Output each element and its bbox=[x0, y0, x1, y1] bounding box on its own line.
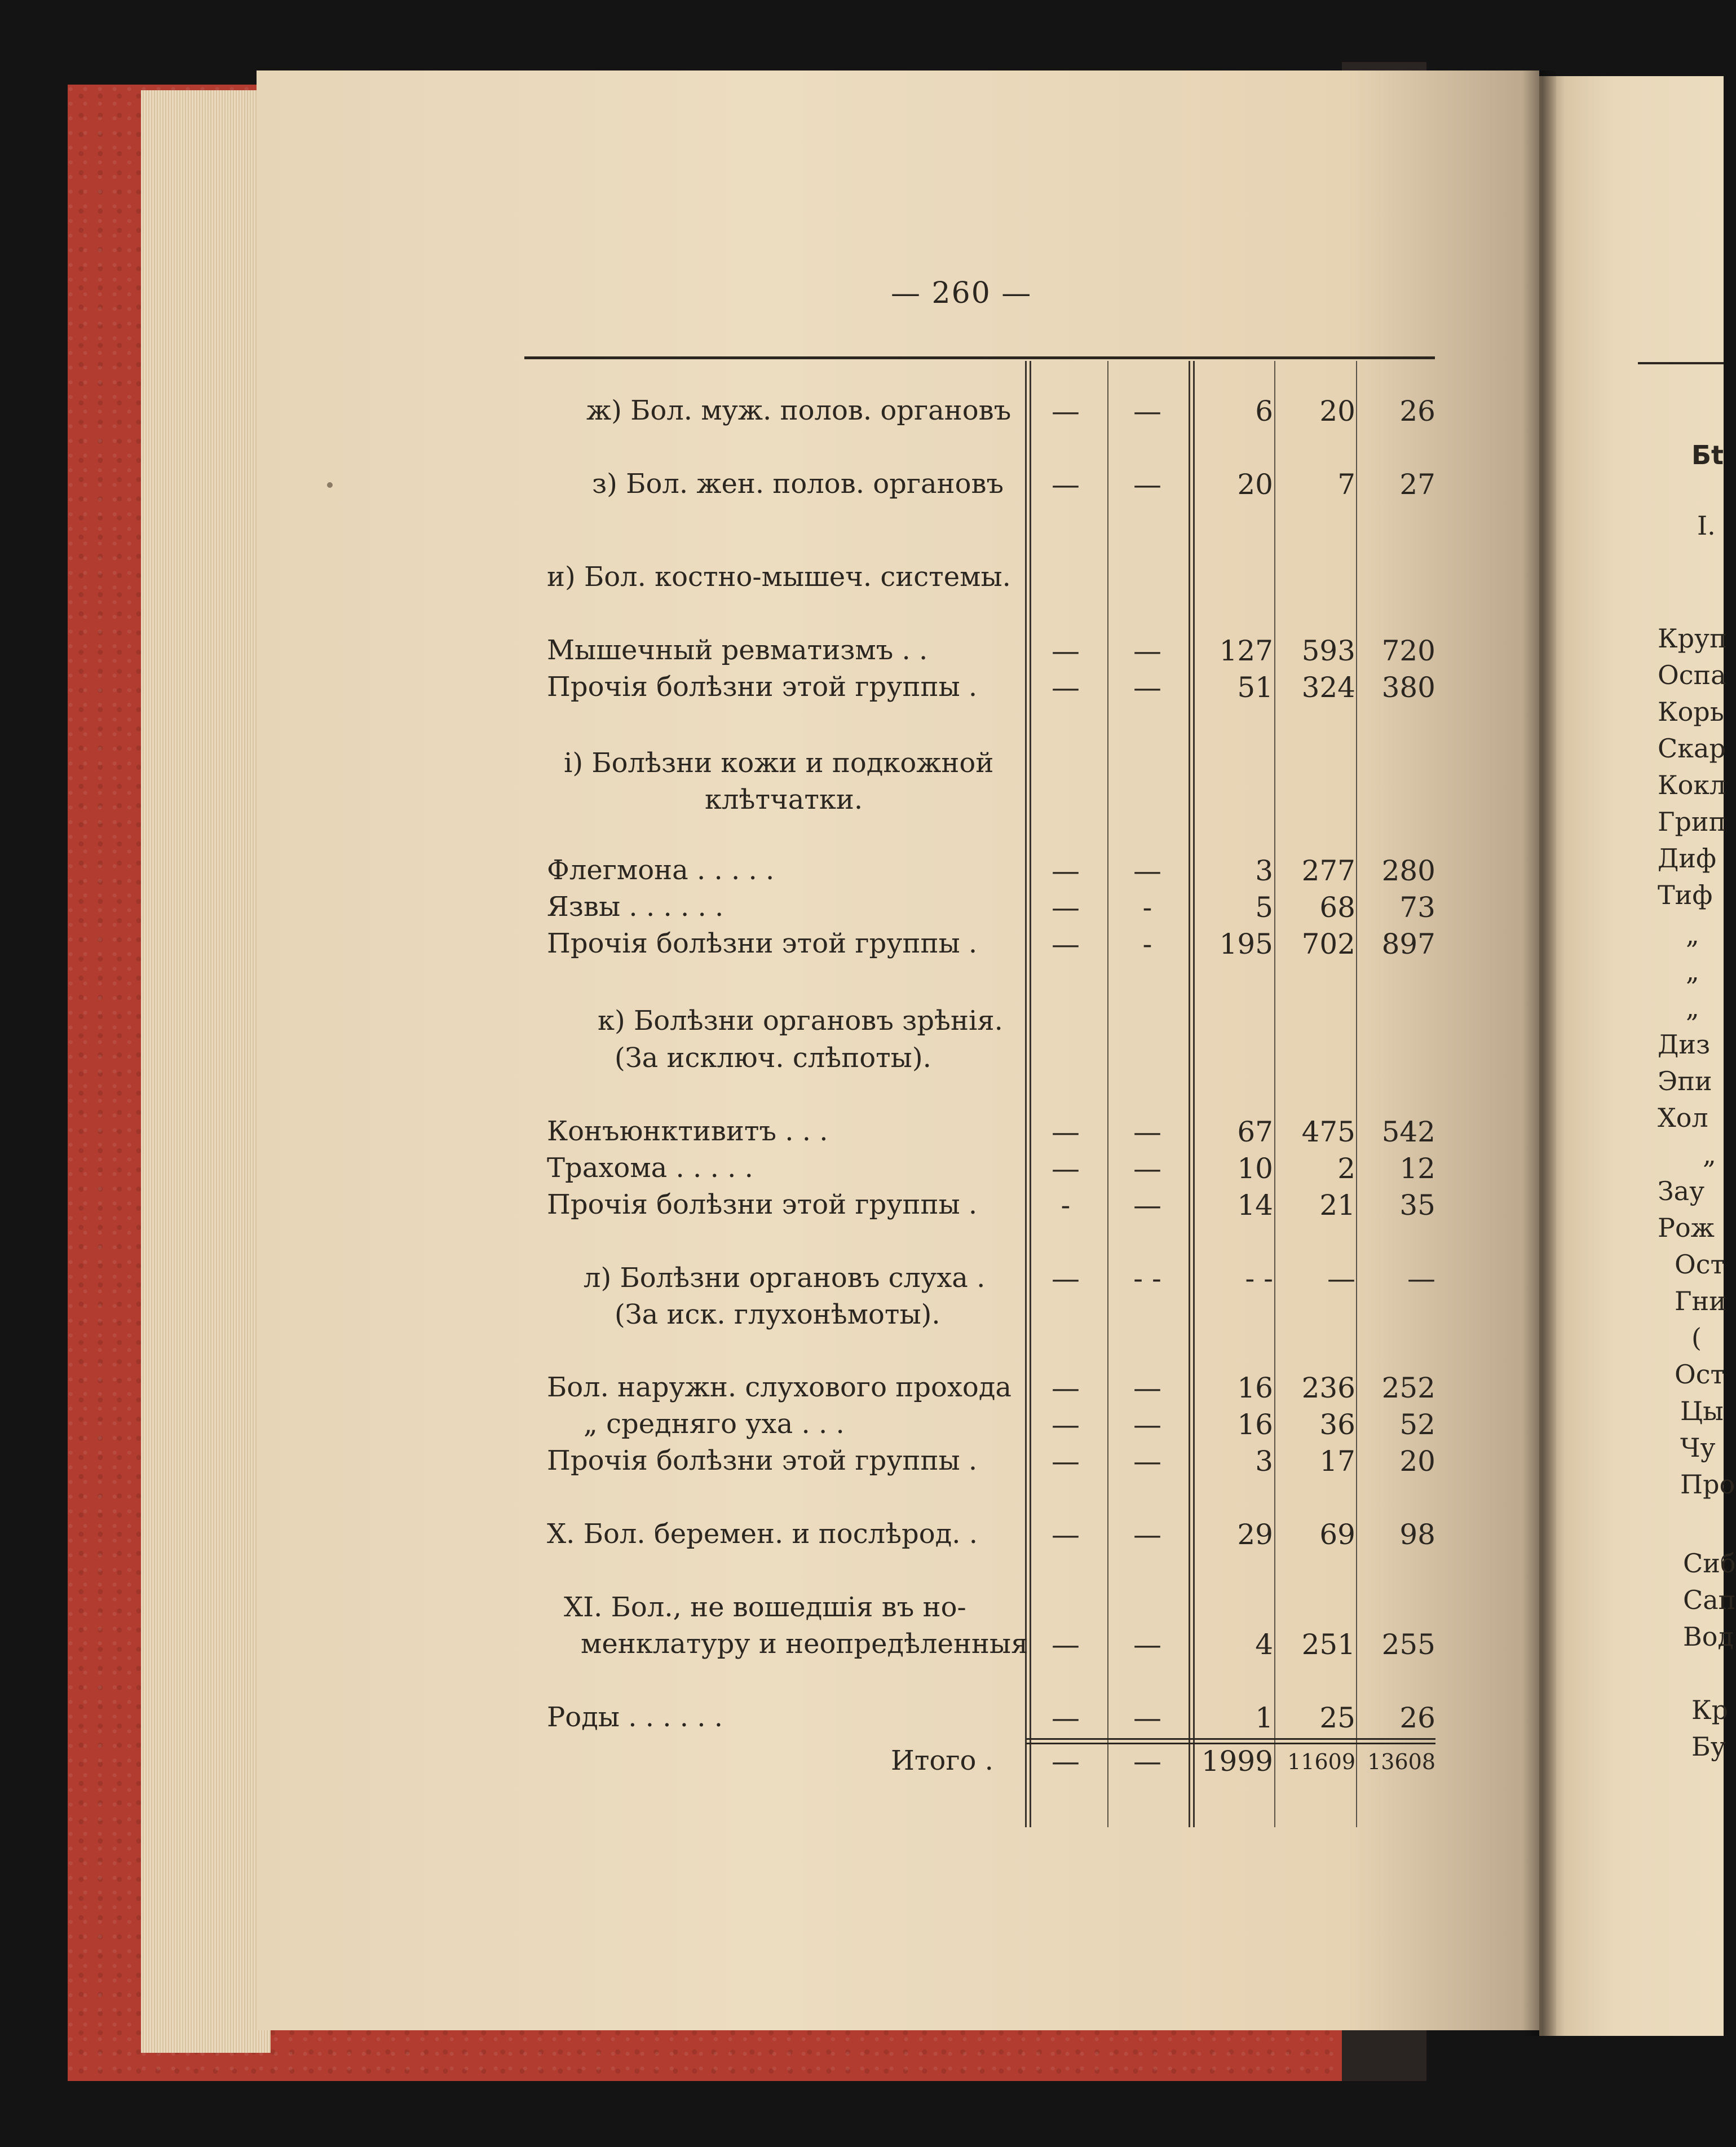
row-label: Прочія болѣзни этой группы . bbox=[547, 671, 978, 703]
cell: 16 bbox=[1237, 1372, 1273, 1404]
row-label: Конъюнктивитъ . . . bbox=[547, 1116, 828, 1147]
cell: 73 bbox=[1399, 891, 1435, 924]
cell: 324 bbox=[1301, 671, 1355, 704]
next-page-line: Грип bbox=[1658, 806, 1726, 837]
row-label: Трахома . . . . . bbox=[547, 1152, 753, 1184]
next-page-line: Оспа bbox=[1658, 660, 1726, 690]
cell: 702 bbox=[1301, 928, 1355, 960]
next-page-line: Сап bbox=[1683, 1585, 1736, 1615]
section-heading: XI. Бол., не вошедшія въ но- bbox=[564, 1591, 966, 1623]
cell: 13608 bbox=[1367, 1749, 1435, 1774]
cell: — bbox=[1407, 1262, 1435, 1295]
cell: - bbox=[1061, 1189, 1071, 1222]
cell: 69 bbox=[1319, 1518, 1355, 1551]
cell: 51 bbox=[1237, 671, 1273, 704]
section-heading: к) Болѣзни органовъ зрѣнія. bbox=[598, 1005, 1003, 1037]
cell: 14 bbox=[1237, 1189, 1273, 1222]
column-divider bbox=[1107, 361, 1108, 1827]
cell: — bbox=[1052, 1628, 1080, 1661]
next-page-line: Диз bbox=[1658, 1029, 1711, 1060]
cell: — bbox=[1052, 1372, 1080, 1404]
next-page-line: Хол bbox=[1658, 1103, 1708, 1133]
cell: — bbox=[1052, 1152, 1080, 1185]
cell: 542 bbox=[1381, 1116, 1435, 1148]
next-page-line: Бу bbox=[1691, 1731, 1726, 1762]
cell: — bbox=[1052, 1116, 1080, 1148]
next-page-line: ( bbox=[1691, 1322, 1702, 1353]
next-page-line: „ bbox=[1686, 993, 1699, 1023]
next-page-heading: Бt bbox=[1691, 440, 1724, 470]
row-label: Бол. наружн. слуховогo прохода bbox=[547, 1372, 1011, 1403]
cell: — bbox=[1052, 1262, 1080, 1295]
column-divider bbox=[1356, 361, 1357, 1827]
cell: 29 bbox=[1237, 1518, 1273, 1551]
page-edges bbox=[141, 90, 271, 2053]
cell: 67 bbox=[1237, 1116, 1273, 1148]
cell: 68 bbox=[1319, 891, 1355, 924]
section-heading: клѣтчатки. bbox=[705, 784, 863, 815]
cell: 3 bbox=[1255, 854, 1273, 887]
cell: — bbox=[1327, 1262, 1355, 1295]
next-page-line: Круп bbox=[1658, 623, 1727, 654]
row-label: менклатуру и неопредѣленныя bbox=[581, 1628, 1028, 1660]
cell: - bbox=[1142, 928, 1152, 960]
cell: — bbox=[1052, 1518, 1080, 1551]
cell: — bbox=[1052, 468, 1080, 501]
cell: 26 bbox=[1399, 395, 1435, 427]
next-page-line: Диф bbox=[1658, 843, 1717, 874]
cell: 12 bbox=[1399, 1152, 1435, 1185]
gutter-shadow bbox=[1522, 70, 1556, 2036]
row-label: Прочія болѣзни этой группы . bbox=[547, 1445, 978, 1476]
section-heading: и) Бол. костно-мышеч. системы. bbox=[547, 561, 1011, 593]
next-page-line: Корь bbox=[1658, 696, 1724, 727]
cell: — bbox=[1052, 1745, 1080, 1778]
cell: 20 bbox=[1399, 1445, 1435, 1478]
row-label: Прочія болѣзни этой группы . bbox=[547, 1189, 978, 1220]
cell: 252 bbox=[1381, 1372, 1435, 1404]
section-heading: і) Болѣзни кожи и подкожной bbox=[564, 747, 994, 779]
cell: 897 bbox=[1381, 928, 1435, 960]
cell: 5 bbox=[1255, 891, 1273, 924]
total-label: Итого . bbox=[891, 1745, 993, 1776]
next-page-line: Скар bbox=[1658, 733, 1726, 764]
next-page-line: „ bbox=[1703, 1139, 1716, 1170]
row-label: Прочія болѣзни этой группы . bbox=[547, 928, 978, 959]
paper-spot bbox=[327, 482, 333, 488]
cell: 36 bbox=[1319, 1408, 1355, 1441]
next-page-line: Ост bbox=[1675, 1359, 1725, 1390]
row-label: Флегмона . . . . . bbox=[547, 854, 775, 886]
cell: 195 bbox=[1219, 928, 1273, 960]
cell: 27 bbox=[1399, 468, 1435, 501]
cell: 98 bbox=[1399, 1518, 1435, 1551]
next-page-line: „ bbox=[1686, 919, 1699, 950]
cell: — bbox=[1133, 1189, 1161, 1222]
cell: — bbox=[1052, 1408, 1080, 1441]
cell: 593 bbox=[1301, 634, 1355, 667]
cell: 2 bbox=[1337, 1152, 1355, 1185]
next-page-line: Ост bbox=[1675, 1249, 1725, 1280]
next-page-roman: I. bbox=[1697, 510, 1716, 541]
cell: 3 bbox=[1255, 1445, 1273, 1478]
section-heading: (За иск. глухонѣмоты). bbox=[615, 1299, 940, 1330]
cell: 17 bbox=[1319, 1445, 1355, 1478]
cell: 280 bbox=[1381, 854, 1435, 887]
next-page-line: Кр bbox=[1691, 1695, 1729, 1725]
cell: 26 bbox=[1399, 1701, 1435, 1734]
cell: 10 bbox=[1237, 1152, 1273, 1185]
cell: - - bbox=[1133, 1262, 1161, 1295]
next-page-line: Рож bbox=[1658, 1213, 1715, 1243]
cell: — bbox=[1133, 1701, 1161, 1734]
cell: - bbox=[1142, 891, 1152, 924]
section-heading: л) Болѣзни органовъ слуха . bbox=[584, 1262, 986, 1294]
row-label: з) Бол. жен. полов. органовъ bbox=[592, 468, 1004, 500]
cell: — bbox=[1133, 1408, 1161, 1441]
cell: — bbox=[1133, 468, 1161, 501]
cell: — bbox=[1133, 1518, 1161, 1551]
cell: 4 bbox=[1255, 1628, 1273, 1661]
cell: 1 bbox=[1255, 1701, 1273, 1734]
cell: 236 bbox=[1301, 1372, 1355, 1404]
column-divider bbox=[1030, 361, 1031, 1827]
row-label: ж) Бол. муж. полов. органовъ bbox=[586, 395, 1011, 426]
cell: 475 bbox=[1301, 1116, 1355, 1148]
row-label: Язвы . . . . . . bbox=[547, 891, 724, 923]
cell: 277 bbox=[1301, 854, 1355, 887]
total-rule bbox=[1026, 1738, 1435, 1740]
column-divider bbox=[1025, 361, 1027, 1827]
row-label: „ средняго уха . . . bbox=[584, 1408, 845, 1440]
column-divider bbox=[1193, 361, 1195, 1827]
table-top-rule bbox=[524, 356, 1435, 359]
cell: 6 bbox=[1255, 395, 1273, 427]
row-label: Роды . . . . . . bbox=[547, 1701, 723, 1733]
next-page-line: Вод bbox=[1683, 1621, 1734, 1652]
cell: — bbox=[1133, 1372, 1161, 1404]
cell: 16 bbox=[1237, 1408, 1273, 1441]
cell: — bbox=[1052, 928, 1080, 960]
next-page-line: Чу bbox=[1680, 1432, 1716, 1463]
cell: — bbox=[1133, 1628, 1161, 1661]
cell: — bbox=[1133, 854, 1161, 887]
cell: 21 bbox=[1319, 1189, 1355, 1222]
next-page-line: Про bbox=[1680, 1469, 1735, 1500]
cell: 1999 bbox=[1201, 1745, 1273, 1778]
column-divider bbox=[1274, 361, 1275, 1827]
cell: — bbox=[1133, 395, 1161, 427]
cell: 35 bbox=[1399, 1189, 1435, 1222]
cell: 7 bbox=[1337, 468, 1355, 501]
cell: 20 bbox=[1319, 395, 1355, 427]
cell: 720 bbox=[1381, 634, 1435, 667]
cell: — bbox=[1052, 1445, 1080, 1478]
next-page-rule bbox=[1638, 362, 1724, 364]
cell: 380 bbox=[1381, 671, 1435, 704]
cell: 11609 bbox=[1287, 1749, 1355, 1774]
cell: 255 bbox=[1381, 1628, 1435, 1661]
cell: 25 bbox=[1319, 1701, 1355, 1734]
cell: — bbox=[1052, 671, 1080, 704]
next-page-line: Тиф bbox=[1658, 880, 1713, 910]
column-divider bbox=[1189, 361, 1190, 1827]
cell: — bbox=[1133, 634, 1161, 667]
cell: — bbox=[1133, 1745, 1161, 1778]
cell: — bbox=[1052, 1701, 1080, 1734]
cell: 127 bbox=[1219, 634, 1273, 667]
next-page-line: „ bbox=[1686, 956, 1699, 986]
cell: — bbox=[1052, 854, 1080, 887]
next-page-line: Гни bbox=[1675, 1286, 1726, 1316]
next-page-line: Цы bbox=[1680, 1396, 1724, 1426]
cell: — bbox=[1133, 1445, 1161, 1478]
cell: 20 bbox=[1237, 468, 1273, 501]
cell: — bbox=[1052, 891, 1080, 924]
next-page-line: Кокл bbox=[1658, 770, 1726, 800]
cell: — bbox=[1133, 1116, 1161, 1148]
cell: 52 bbox=[1399, 1408, 1435, 1441]
cell: - - bbox=[1245, 1262, 1273, 1295]
next-page-line: Эпи bbox=[1658, 1066, 1712, 1096]
row-label: Мышечный ревматизмъ . . bbox=[547, 634, 928, 666]
cell: — bbox=[1052, 395, 1080, 427]
cell: — bbox=[1133, 1152, 1161, 1185]
next-page-line: Зау bbox=[1658, 1176, 1705, 1206]
next-page-line: Сиб bbox=[1683, 1548, 1736, 1579]
cell: — bbox=[1133, 671, 1161, 704]
cell: — bbox=[1052, 634, 1080, 667]
cell: 251 bbox=[1301, 1628, 1355, 1661]
section-heading: (За исключ. слѣпоты). bbox=[615, 1042, 931, 1074]
total-rule bbox=[1026, 1743, 1435, 1744]
page-number: — 260 — bbox=[891, 276, 1032, 310]
row-label: X. Бол. беремен. и послѣрод. . bbox=[547, 1518, 978, 1550]
